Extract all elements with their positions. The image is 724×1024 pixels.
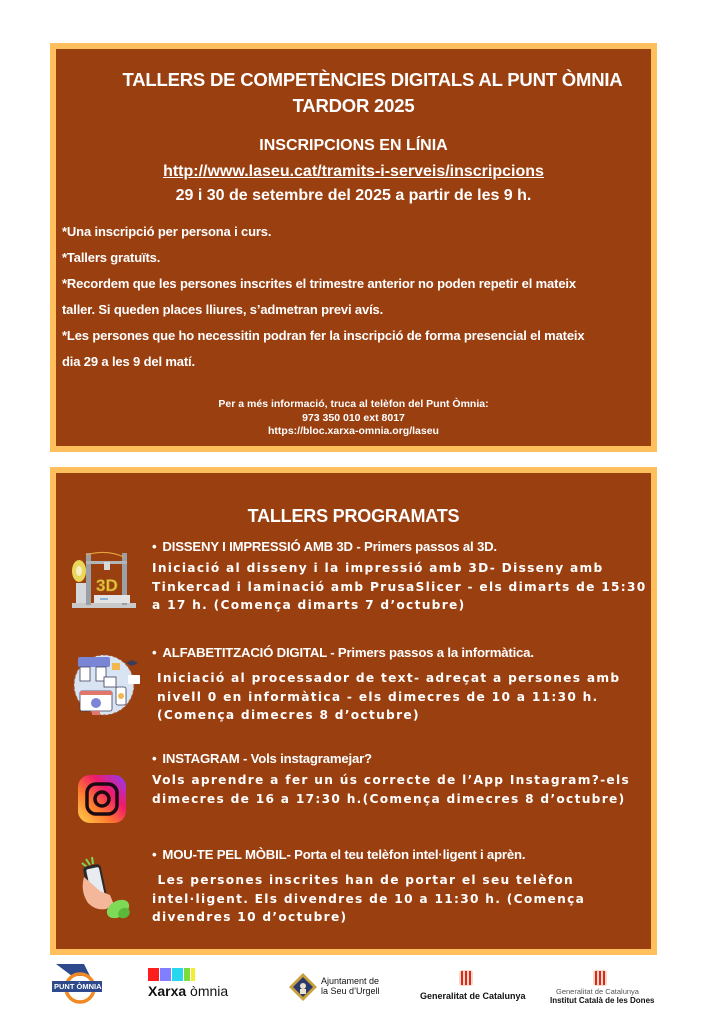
senyera-emblem-icon [593,970,607,986]
workshop-description: Iniciació al processador de text- adreçat a persones amb nivell 0 en informàtica - els dimecres de 10 a 11:30 h. (Comença dimecres 8 d’octubre) [157,671,621,722]
ajuntament-shield-icon [288,972,318,1002]
note-no-repeat-cont: taller. Si queden places lliures, s’admetran previ avís. [62,302,384,317]
contact-info [56,398,651,439]
digital-literacy-icon [66,651,142,719]
xarxa-omnia-label: Xarxa òmnia [148,983,229,999]
workshops-panel [50,467,657,955]
institut-dones-logo [550,970,670,1006]
senyera-emblem-icon [459,970,473,986]
contact-blog-link[interactable]: https://bloc.xarxa-omnia.org/laseu [268,425,439,437]
generalitat-label: Generalitat de Catalunya [420,991,526,1001]
institut-dones-label-top: Generalitat de Catalunya [556,987,639,996]
ajuntament-label: Ajuntament de la Seu d’Urgell [321,976,380,996]
workshop-title: • ALFABETITZACIÓ DIGITAL - Primers passos a la informàtica. [152,645,534,660]
xarxa-omnia-logo [148,968,229,1008]
sponsor-logos [0,962,724,1012]
registration-link[interactable]: http://www.laseu.cat/tramits-i-serveis/inscripcions [163,163,544,180]
punt-omnia-label: PUNT ÒMNIA [54,982,102,991]
workshop-title: • DISSENY I IMPRESSIÓ AMB 3D - Primers passos al 3D. [152,539,497,554]
registration-info-panel [50,43,657,452]
registration-heading: INSCRIPCIONS EN LÍNIA [259,137,448,154]
registration-dates: 29 i 30 de setembre del 2025 a partir de les 9 h. [175,187,532,204]
contact-phone: 973 350 010 ext 8017 [302,411,405,424]
institut-dones-label: Institut Català de les Dones [550,996,655,1005]
note-one-per-person: *Una inscripció per persona i curs. [62,224,272,239]
svg-text:3D: 3D [96,576,118,595]
poster-season: TARDOR 2025 [292,95,415,116]
note-in-person: *Les persones que ho necessitin podran fer la inscripció de forma presencial el mateix [62,328,585,343]
contact-text: Per a més informació, truca al telèfon del Punt Òmnia: [218,398,489,410]
note-in-person-cont: dia 29 a les 9 del matí. [62,354,195,369]
note-no-repeat: *Recordem que les persones inscrites el trimestre anterior no poden repetir el mateix [62,276,576,291]
3d-printer-icon [66,547,142,615]
punt-omnia-logo [50,962,106,1006]
workshop-description: Les persones inscrites han de portar el seu telèfon intel·ligent. Els divendres de 10 a 11:30 h. (Comença divendres 10 d’octubre) [152,873,591,924]
smartphone-hand-icon [66,853,142,921]
workshop-title: • INSTAGRAM - Vols instagramejar? [152,751,372,766]
instagram-icon [66,765,142,833]
workshop-title: • MOU-TE PEL MÒBIL- Porta el teu telèfon intel·ligent i aprèn. [152,847,526,862]
generalitat-logo [418,970,528,1006]
workshops-heading: TALLERS PROGRAMATS [247,506,460,526]
note-free: *Tallers gratuïts. [62,250,161,265]
poster-title: TALLERS DE COMPETÈNCIES DIGITALS AL PUNT ÒMNIA [122,69,623,90]
workshop-description: Vols aprendre a fer un ús correcte de l’App Instagram?-els dimecres de 16 a 17:30 h.(Comença dimecres 8 d’octubre) [152,773,631,806]
notes-list [62,219,645,375]
workshop-description: Iniciació al disseny i la impressió amb 3D- Disseny amb Tinkercad i laminació amb PrusaSlicer - els dimarts de 15:30 a 17 h. (Comença dimarts 7 d’octubre) [152,561,647,612]
xarxa-color-blocks [148,968,208,981]
ajuntament-logo [288,972,398,1008]
